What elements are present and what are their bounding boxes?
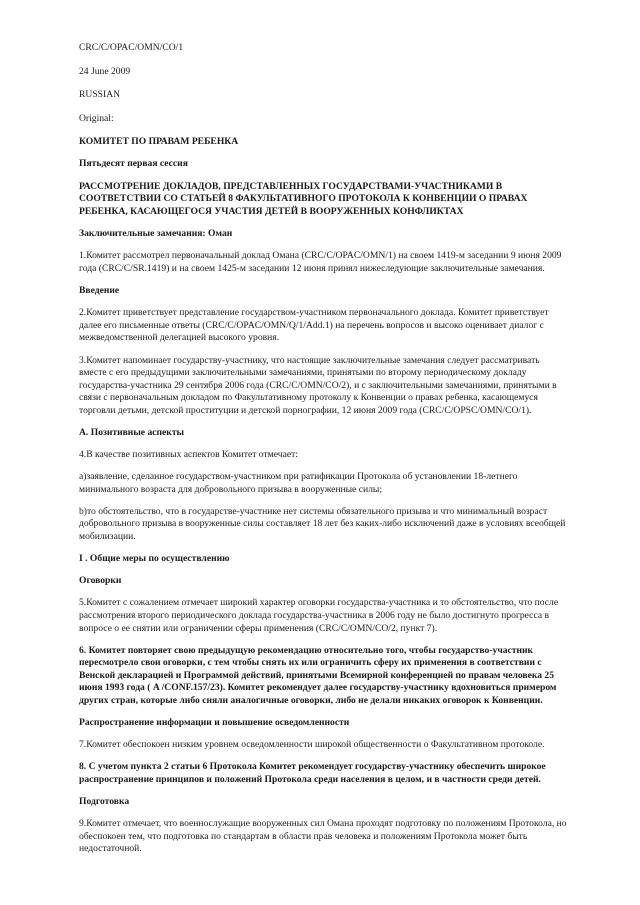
document-symbol: CRC/C/OPAC/OMN/CO/1 — [79, 42, 184, 53]
session-name: Пятьдесят первая сессия — [79, 158, 188, 170]
section-heading-introduction: Введение — [79, 285, 120, 297]
section-heading-reservations: Оговорки — [79, 575, 122, 587]
document-language: RUSSIAN — [79, 89, 121, 101]
section-heading-positive-aspects: A. Позитивные аспекты — [79, 426, 185, 438]
paragraph-3: 3.Комитет напоминает государству-участнику, что настоящие заключительные замечания следует рассматривать вместе с его предыдущими заключительными замечаниями, принятыми по второму периодическому докладу государства-участника 29 сентября 2006 года (CRC/C/OMN/CO/2), и с заключительными замечаниями, принятыми в связи с первоначальным докладом по Факультативному протоколу к Конвенции о правах ребенка, касающемуся торговли детьми, детской проституции и детской порнографии, 12 июня 2009 года (CRC/C/OPSC/OMN/CO/1). — [79, 354, 557, 416]
document-date: 24 June 2009 — [79, 65, 131, 77]
document-original: Original: — [79, 112, 114, 124]
paragraph-8: 8. С учетом пункта 2 статьи 6 Протокола Комитет рекомендует государству-участнику обеспечить широкое распространение принципов и положений Протокола среди населения в целом, и в частности среди детей. — [79, 761, 546, 785]
section-heading-training: Подготовка — [79, 795, 130, 807]
committee-name: КОМИТЕТ ПО ПРАВАМ РЕБЕНКА — [79, 136, 239, 148]
paragraph-4a: a)заявление, сделанное государством-участником при ратификации Протокола об установлении 18-летнего минимального возраста для добровольного призыва в вооруженные силы; — [79, 471, 518, 495]
document-subtitle: Заключительные замечания: Оман — [79, 228, 233, 240]
paragraph-4: 4.В качестве позитивных аспектов Комитет отмечает: — [79, 449, 298, 461]
document-body — [79, 42, 569, 865]
paragraph-5: 5.Комитет с сожалением отмечает широкий характер оговорки государства-участника и то обстоятельство, что после рассмотрения второго периодического доклада государства-участника в 2006 году не было достигнуто прогресса в вопросе о ее снятии или ограничении сферы применения (CRC/C/OMN/CO/2, пункт 7). — [79, 597, 559, 634]
section-heading-general-measures: I . Общие меры по осуществлению — [79, 553, 230, 565]
paragraph-9: 9.Комитет отмечает, что военнослужащие вооруженных сил Омана проходят подготовку по положениям Протокола, но обеспокоен тем, что подготовка по стандартам в области прав человека и положениям Протокола может быть недостаточной. — [79, 818, 567, 855]
paragraph-1: 1.Комитет рассмотрел первоначальный доклад Омана (CRC/C/OPAC/OMN/1) на своем 1419-м заседании 9 июня 2009 года (CRC/C/SR.1419) и на своем 1425-м заседании 12 июня принял нижеследующие заключительные замечания. — [79, 250, 562, 275]
paragraph-2: 2.Комитет приветствует представление государством-участником первоначального доклада. Комитет приветствует далее его письменные ответы (CRC/C/OPAC/OMN/Q/1/Add.1) на перечень вопросов и высоко оценивает диалог с межведомственной делегацией высокого уровня. — [79, 307, 549, 344]
paragraph-6: 6. Комитет повторяет свою предыдущую рекомендацию относительно того, чтобы государство-участник пересмотрело свои оговорки, с тем чтобы снять их или ограничить сферу их применения в соответствии с Венской декларацией и Программой действий, принятыми Всемирной конференцией по правам человека 25 июня 1993 года ( A /CONF.157/23). Комитет рекомендует далее государству-участнику вдохновиться примером других стран, которые либо сняли аналогичные оговорки, либо не делали никаких оговорок к Конвенции. — [79, 644, 557, 706]
paragraph-4b: b)то обстоятельство, что в государстве-участнике нет системы обязательного призыва и что минимальный возраст добровольного призыва в вооруженные силы составляет 18 лет без каких-либо исключений даже в условиях всеобщей мобилизации. — [79, 505, 566, 543]
section-heading-dissemination: Распространение информации и повышение осведомленности — [79, 717, 350, 729]
paragraph-7: 7.Комитет обеспокоен низким уровнем осведомленности широкой общественности о Факультативном протоколе. — [79, 739, 545, 751]
document-title: РАССМОТРЕНИЕ ДОКЛАДОВ, ПРЕДСТАВЛЕННЫХ ГОСУДАРСТВАМИ-УЧАСТНИКАМИ В СООТВЕТСТВИИ СО СТАТЬЕЙ 8 ФАКУЛЬТАТИВНОГО ПРОТОКОЛА К КОНВЕНЦИИ О ПРАВАХ РЕБЕНКА, КАСАЮЩЕГОСЯ УЧАСТИЯ ДЕТЕЙ В ВООРУЖЕННЫХ КОНФЛИКТАХ — [79, 180, 528, 217]
